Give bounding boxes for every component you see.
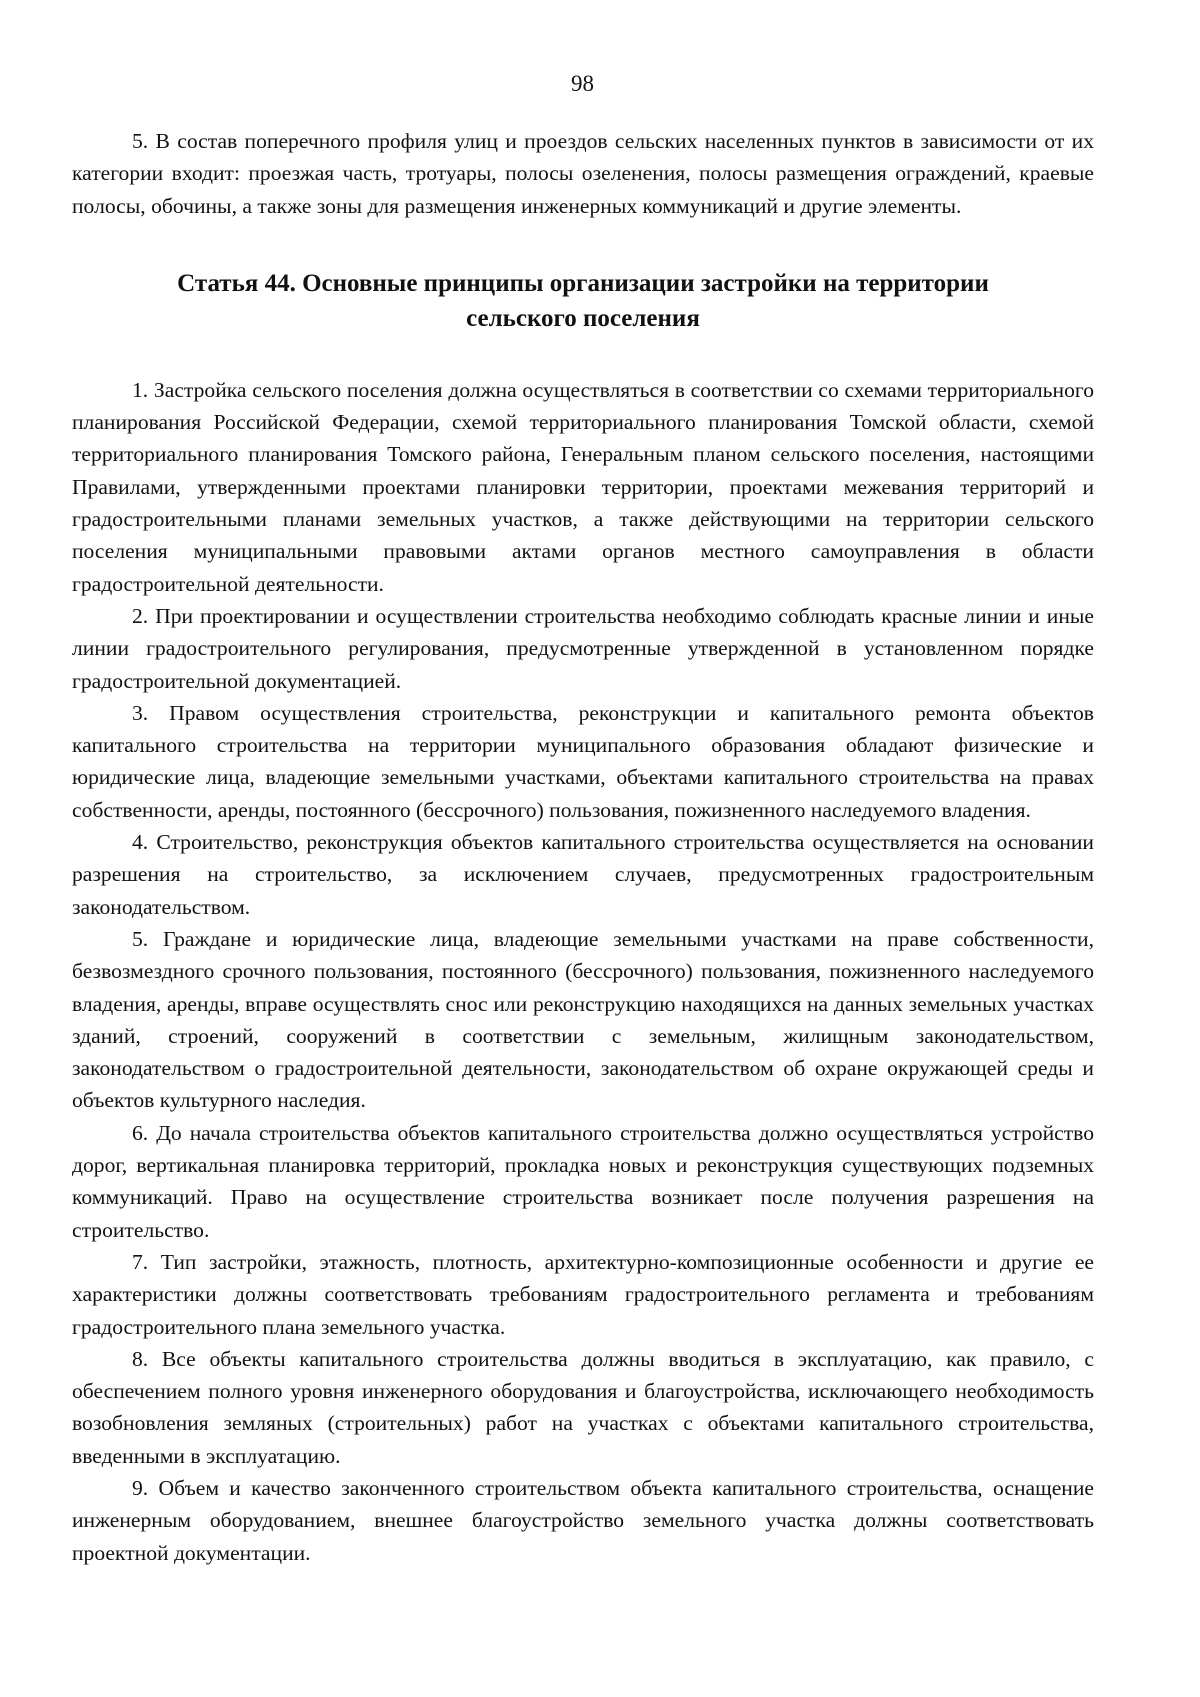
article-paragraph-8: 8. Все объекты капитального строительства должны вводиться в эксплуатацию, как правило, с обеспечением полного уровня инженерного оборудования и благоустройства, исключающего необходимость возобновления земляных (строительных) работ на участках с объектами капитального строительства, введенными в эксплуатацию.	[72, 1346, 1094, 1468]
page-number: 98	[571, 71, 594, 96]
article-paragraph-2: 2. При проектировании и осуществлении строительства необходимо соблюдать красные линии и иные линии градостроительного регулирования, предусмотренные утвержденной в установленном порядке градостроительной документацией.	[72, 603, 1094, 693]
page-content	[72, 125, 1094, 1569]
article-title	[72, 266, 1094, 336]
article-paragraph-3: 3. Правом осуществления строительства, реконструкции и капитального ремонта объектов капитального строительства на территории муниципального образования обладают физические и юридические лица, владеющие земельными участками, объектами капитального строительства на правах собственности, аренды, постоянного (бессрочного) пользования, пожизненного наследуемого владения.	[72, 700, 1094, 822]
article-paragraph-6: 6. До начала строительства объектов капитального строительства должно осуществляться устройство дорог, вертикальная планировка территорий, прокладка новых и реконструкция существующих подземных коммуникаций. Право на осуществление строительства возникает после получения разрешения на строительство.	[72, 1120, 1094, 1242]
article-title-line-2: сельского поселения	[466, 304, 700, 332]
article-paragraph-4: 4. Строительство, реконструкция объектов капитального строительства осуществляется на основании разрешения на строительство, за исключением случаев, предусмотренных градостроительным законодательством.	[72, 830, 1094, 919]
article-paragraph-7: 7. Тип застройки, этажность, плотность, архитектурно-композиционные особенности и другие ее характеристики должны соответствовать требованиям градостроительного регламента и требованиям градостроительного плана земельного участка.	[72, 1249, 1094, 1339]
article-paragraph-5: 5. Граждане и юридические лица, владеющие земельными участками на праве собственности, безвозмездного срочного пользования, постоянного (бессрочного) пользования, пожизненного наследуемого владения, аренды, вправе осуществлять снос или реконструкцию находящихся на данных земельных участках зданий, строений, сооружений в соответствии с земельным, жилищным законодательством, законодательством о градостроительной деятельности, законодательством об охране окружающей среды и объектов культурного наследия.	[72, 926, 1094, 1113]
article-paragraph-9: 9. Объем и качество законченного строительством объекта капитального строительства, оснащение инженерным оборудованием, внешнее благоустройство земельного участка должны соответствовать проектной документации.	[72, 1475, 1094, 1565]
article-title-line-1: Статья 44. Основные принципы организации застройки на территории	[177, 269, 989, 297]
article-paragraph-1: 1. Застройка сельского поселения должна осуществляться в соответствии со схемами территориального планирования Российской Федерации, схемой территориального планирования Томской области, схемой территориального планирования Томского района, Генеральным планом сельского поселения, настоящими Правилами, утвержденными проектами планировки территории, проектами межевания территорий и градостроительными планами земельных участков, а также действующими на территории сельского поселения муниципальными правовыми актами органов местного самоуправления в области градостроительной деятельности.	[72, 377, 1094, 596]
intro-paragraph: 5. В состав поперечного профиля улиц и проездов сельских населенных пунктов в зависимости от их категории входит: проезжая часть, тротуары, полосы озеленения, полосы размещения ограждений, краевые полосы, обочины, а также зоны для размещения инженерных коммуникаций и другие элементы.	[72, 129, 1094, 218]
